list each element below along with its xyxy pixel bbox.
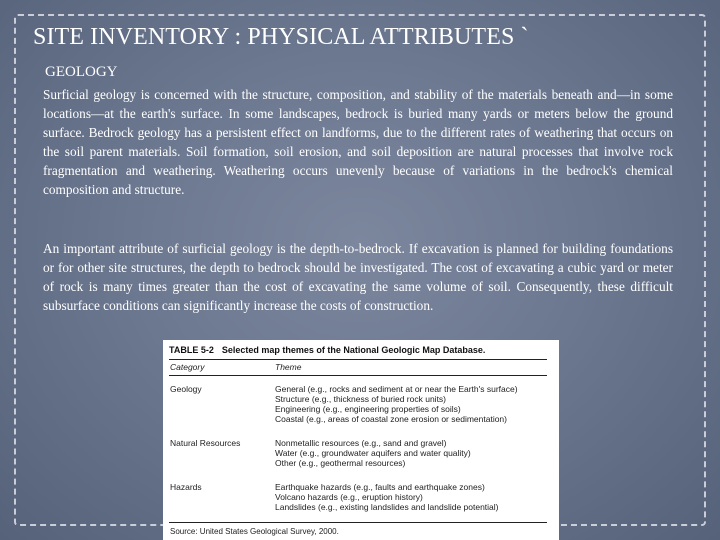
theme-cell: Other (e.g., geothermal resources) bbox=[275, 458, 406, 468]
table-rule-bottom bbox=[169, 522, 547, 523]
theme-cell: General (e.g., rocks and sediment at or near the Earth's surface) bbox=[275, 384, 518, 394]
paragraph-surficial-geology: Surficial geology is concerned with the structure, composition, and stability of the materials beneath and—in some locations—at the earth's surface. In some landscapes, bedrock is buried many yards or meters below the ground surface. Bedrock geology has a persistent effect on landforms, due to the different rates of weathering that occurs on the soil parent materials. Soil formation, soil erosion, and soil deposition are natural processes that involve rock fragmentation and weathering. Weathering occurs unevenly because of variations in the bedrock's chemical composition and structure. bbox=[43, 87, 673, 198]
theme-cell: Volcano hazards (e.g., eruption history) bbox=[275, 492, 423, 502]
category-cell: Hazards bbox=[170, 482, 202, 492]
theme-cell: Structure (e.g., thickness of buried rock units) bbox=[275, 394, 447, 404]
table-rule-header bbox=[169, 375, 547, 376]
paragraph-depth-to-bedrock: An important attribute of surficial geology is the depth-to-bedrock. If excavation is planned for building foundations or for other site structures, the depth to bedrock should be investigated. The cost of excavating a cubic yard or meter of rock is many times greater than the cost of excavating the same volume of soil. Consequently, these difficult subsurface conditions can significantly increase the costs of construction. bbox=[43, 241, 673, 314]
category-cell: Natural Resources bbox=[170, 438, 241, 448]
theme-cell: Coastal (e.g., areas of coastal zone erosion or sedimentation) bbox=[275, 414, 507, 424]
table-source: Source: United States Geological Survey, 2000. bbox=[170, 527, 339, 536]
section-heading: GEOLOGY bbox=[45, 64, 118, 80]
table-figure bbox=[163, 340, 559, 540]
table-rule-top bbox=[169, 359, 547, 360]
theme-cell: Engineering (e.g., engineering properties of soils) bbox=[275, 404, 461, 414]
theme-cell: Landslides (e.g., existing landslides and landslide potential) bbox=[275, 502, 499, 512]
category-cell: Geology bbox=[170, 384, 202, 394]
theme-cell: Nonmetallic resources (e.g., sand and gravel) bbox=[275, 438, 447, 448]
column-header-theme: Theme bbox=[275, 362, 302, 372]
table-caption bbox=[169, 345, 485, 355]
theme-cell: Water (e.g., groundwater aquifers and water quality) bbox=[275, 448, 471, 458]
theme-cell: Earthquake hazards (e.g., faults and earthquake zones) bbox=[275, 482, 485, 492]
slide-title: SITE INVENTORY : PHYSICAL ATTRIBUTES ` bbox=[33, 24, 529, 50]
table-label: TABLE 5-2 bbox=[169, 345, 214, 355]
table-title: Selected map themes of the National Geologic Map Database. bbox=[221, 345, 486, 355]
column-header-category: Category bbox=[170, 362, 205, 372]
